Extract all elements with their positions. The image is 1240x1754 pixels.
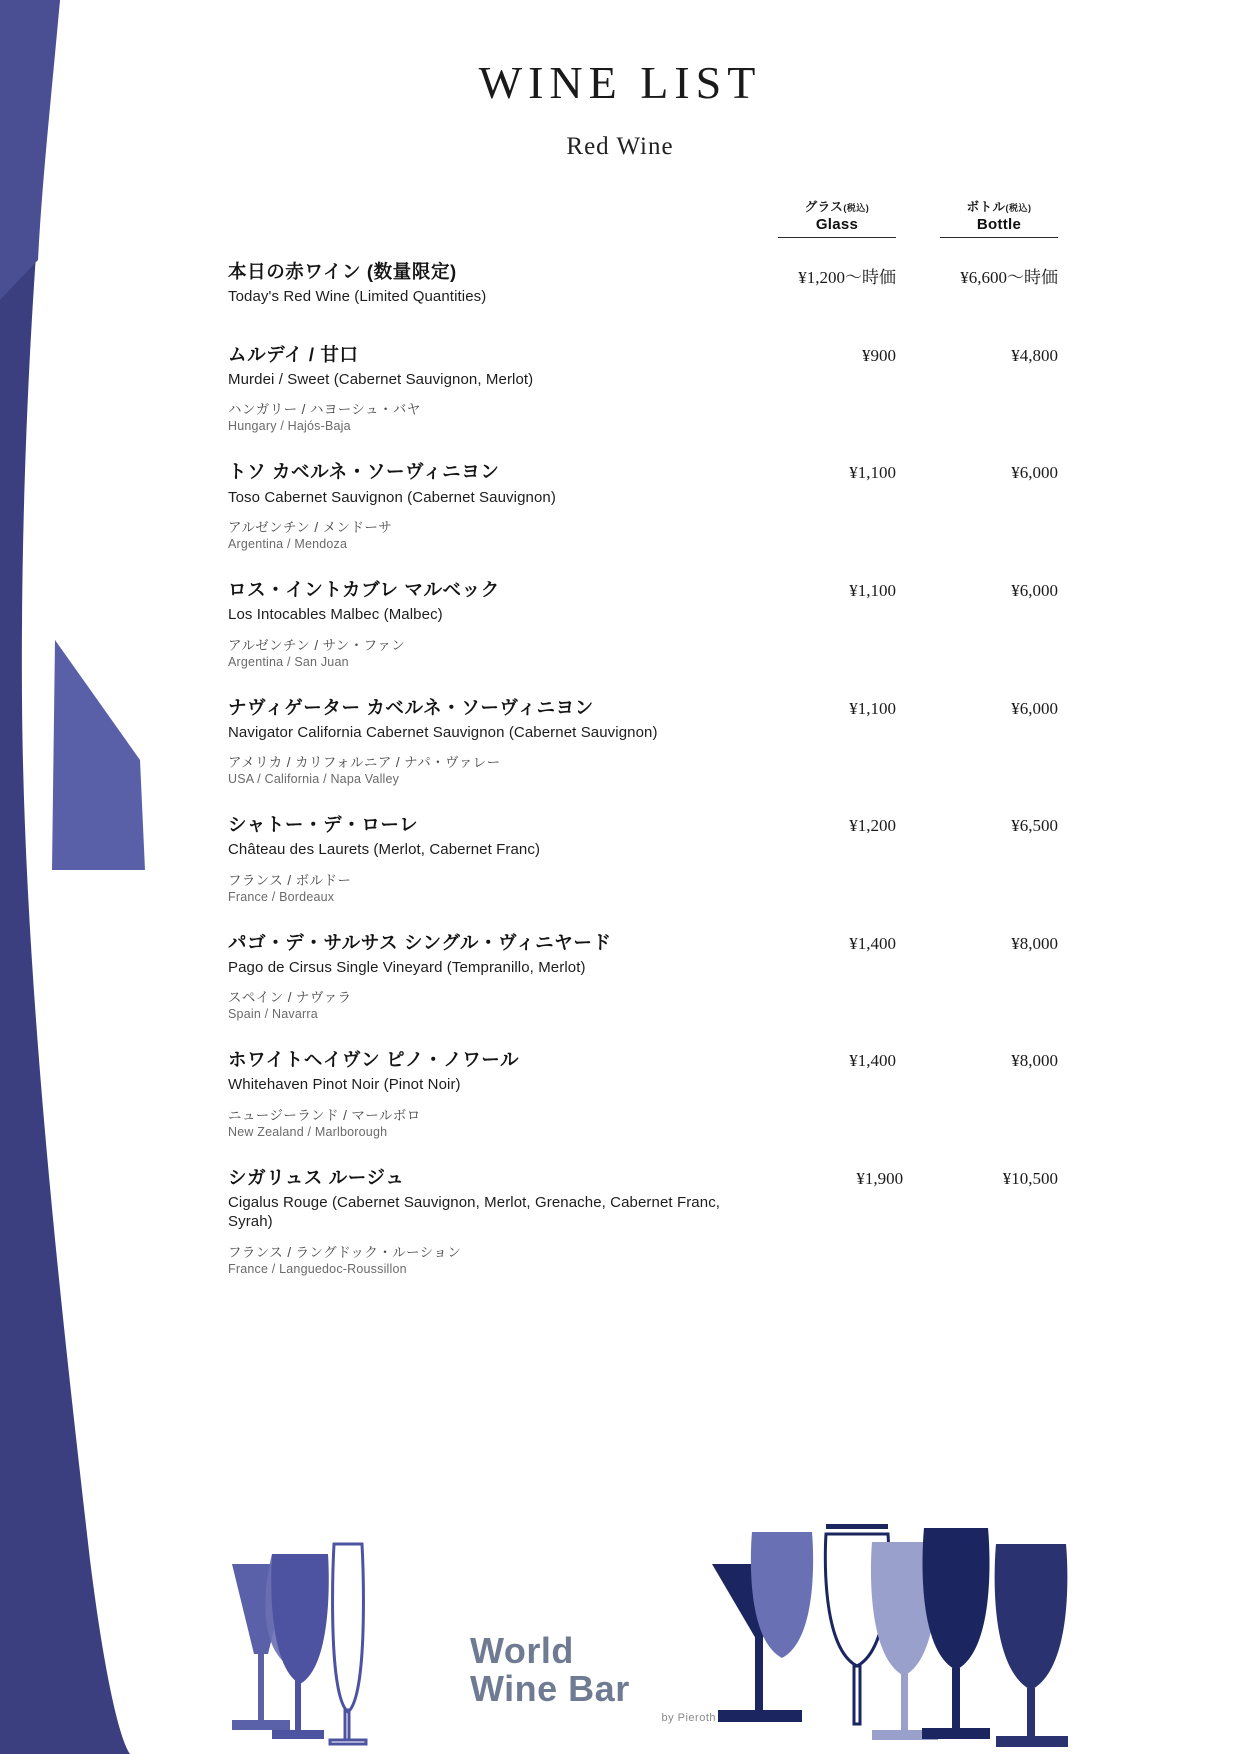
wine-name-en: Today's Red Wine (Limited Quantities) bbox=[228, 288, 487, 306]
wine-price-glass: ¥1,400 bbox=[849, 1051, 896, 1071]
wine-price-bottle: ¥4,800 bbox=[1011, 345, 1058, 365]
wine-region-en: France / Languedoc-Roussillon bbox=[228, 1261, 407, 1276]
wine-item bbox=[228, 696, 1058, 787]
wine-item-text bbox=[228, 1166, 748, 1276]
wine-name-jp: ムルデイ / 甘口 bbox=[228, 343, 359, 365]
wine-item bbox=[228, 578, 1058, 669]
column-header-bottle-en: Bottle bbox=[976, 215, 1022, 233]
column-header-bottle-jp bbox=[940, 200, 1058, 216]
wine-name-jp: パゴ・デ・サルサス シングル・ヴィニヤード bbox=[228, 931, 612, 953]
wine-region-jp: アメリカ / カリフォルニア / ナパ・ヴァレー bbox=[228, 755, 501, 771]
wine-item-text bbox=[228, 696, 734, 787]
wine-region-en: USA / California / Napa Valley bbox=[228, 772, 400, 787]
wine-name-jp: ホワイトヘイヴン ピノ・ノワール bbox=[228, 1049, 520, 1071]
column-header-glass-jp-text: グラス bbox=[804, 200, 844, 214]
column-headers bbox=[228, 200, 1058, 238]
wine-price-glass: ¥1,100 bbox=[849, 463, 896, 483]
wine-item-text bbox=[228, 260, 734, 316]
wine-name-jp: ロス・イントカブレ マルベック bbox=[228, 579, 500, 601]
logo-line-2: Wine Bar bbox=[470, 1668, 630, 1710]
wine-item-text bbox=[228, 813, 734, 904]
wine-item bbox=[228, 1166, 1058, 1276]
wine-price-glass: ¥900 bbox=[862, 345, 896, 365]
wine-region-jp: ハンガリー / ハヨーシュ・バヤ bbox=[228, 402, 421, 418]
wine-price-glass: ¥1,100 bbox=[849, 581, 896, 601]
column-header-glass-jp-note: (税込) bbox=[843, 203, 870, 213]
wine-name-en: Navigator California Cabernet Sauvignon (Cabernet Sauvignon) bbox=[228, 723, 658, 741]
column-header-glass-en: Glass bbox=[815, 215, 859, 233]
wine-item-text bbox=[228, 1048, 734, 1139]
wine-price-bottle: ¥6,000 bbox=[1011, 463, 1058, 483]
wine-list bbox=[228, 200, 1058, 1303]
wine-region-en: Argentina / San Juan bbox=[228, 654, 349, 669]
wine-name-jp: トソ カベルネ・ソーヴィニヨン bbox=[228, 461, 500, 483]
wine-region-jp: アルゼンチン / メンドーサ bbox=[228, 520, 393, 536]
wine-region-jp: アルゼンチン / サン・ファン bbox=[228, 637, 406, 653]
page-subtitle: Red Wine bbox=[566, 133, 674, 160]
wine-price-bottle: ¥6,600〜時価 bbox=[960, 268, 1058, 288]
wine-name-en: Murdei / Sweet (Cabernet Sauvignon, Merlot) bbox=[228, 370, 534, 388]
wine-price-bottle: ¥8,000 bbox=[1011, 1051, 1058, 1071]
wine-price-glass: ¥1,900 bbox=[856, 1168, 904, 1188]
wine-price-glass: ¥1,200〜時価 bbox=[798, 268, 896, 288]
wine-price-bottle: ¥6,000 bbox=[1011, 698, 1058, 718]
wine-name-en: Toso Cabernet Sauvignon (Cabernet Sauvignon) bbox=[228, 488, 556, 506]
wine-region-en: Argentina / Mendoza bbox=[228, 537, 348, 552]
wine-name-en: Château des Laurets (Merlot, Cabernet Franc) bbox=[228, 841, 541, 859]
wine-price-bottle: ¥10,500 bbox=[1002, 1168, 1058, 1188]
wine-price-bottle: ¥6,000 bbox=[1011, 581, 1058, 601]
column-header-glass bbox=[778, 200, 896, 238]
column-header-bottle-jp-text: ボトル bbox=[966, 200, 1006, 214]
wine-name-jp: ナヴィゲーター カベルネ・ソーヴィニヨン bbox=[228, 696, 594, 718]
wine-name-en: Whitehaven Pinot Noir (Pinot Noir) bbox=[228, 1076, 461, 1094]
wine-item bbox=[228, 1048, 1058, 1139]
brand-logo bbox=[470, 1632, 720, 1724]
page-title: WINE LIST bbox=[478, 57, 762, 108]
wine-name-en: Cigalus Rouge (Cabernet Sauvignon, Merlot, Grenache, Cabernet Franc, Syrah) bbox=[228, 1193, 721, 1231]
wine-price-bottle: ¥6,500 bbox=[1011, 816, 1058, 836]
wine-region-en: New Zealand / Marlborough bbox=[228, 1124, 388, 1139]
wine-item-text bbox=[228, 578, 734, 669]
wine-name-jp: 本日の赤ワイン (数量限定) bbox=[228, 261, 457, 283]
column-header-glass-jp bbox=[778, 200, 896, 216]
wine-region-en: France / Bordeaux bbox=[228, 889, 335, 904]
wine-item bbox=[228, 260, 1058, 316]
wine-item bbox=[228, 931, 1058, 1022]
wine-item-text bbox=[228, 343, 734, 434]
wine-name-en: Pago de Cirsus Single Vineyard (Tempranillo, Merlot) bbox=[228, 958, 586, 976]
wine-region-en: Hungary / Hajós-Baja bbox=[228, 419, 351, 434]
wine-item-text bbox=[228, 931, 734, 1022]
wine-price-bottle: ¥8,000 bbox=[1011, 933, 1058, 953]
wine-price-glass: ¥1,400 bbox=[849, 933, 896, 953]
wine-item bbox=[228, 343, 1058, 434]
wine-region-jp: ニュージーランド / マールボロ bbox=[228, 1107, 421, 1123]
logo-line-1: World bbox=[470, 1630, 574, 1672]
column-header-bottle-jp-note: (税込) bbox=[1005, 203, 1032, 213]
bottle-silhouette-decoration bbox=[0, 0, 220, 1754]
wine-region-jp: フランス / ボルドー bbox=[228, 872, 352, 888]
wine-name-en: Los Intocables Malbec (Malbec) bbox=[228, 606, 443, 624]
wine-item bbox=[228, 813, 1058, 904]
wine-region-en: Spain / Navarra bbox=[228, 1007, 318, 1022]
wine-name-jp: シャトー・デ・ローレ bbox=[228, 814, 419, 836]
document-header bbox=[0, 0, 1240, 161]
wine-item bbox=[228, 460, 1058, 551]
wine-price-glass: ¥1,100 bbox=[849, 698, 896, 718]
wine-region-jp: フランス / ラングドック・ルーション bbox=[228, 1244, 462, 1260]
wine-price-glass: ¥1,200 bbox=[849, 816, 896, 836]
wine-name-jp: シガリュス ルージュ bbox=[228, 1166, 405, 1188]
logo-byline: by Pieroth bbox=[661, 1712, 716, 1724]
column-header-bottle bbox=[940, 200, 1058, 238]
wine-item-text bbox=[228, 460, 734, 551]
wine-region-jp: スペイン / ナヴァラ bbox=[228, 990, 352, 1006]
